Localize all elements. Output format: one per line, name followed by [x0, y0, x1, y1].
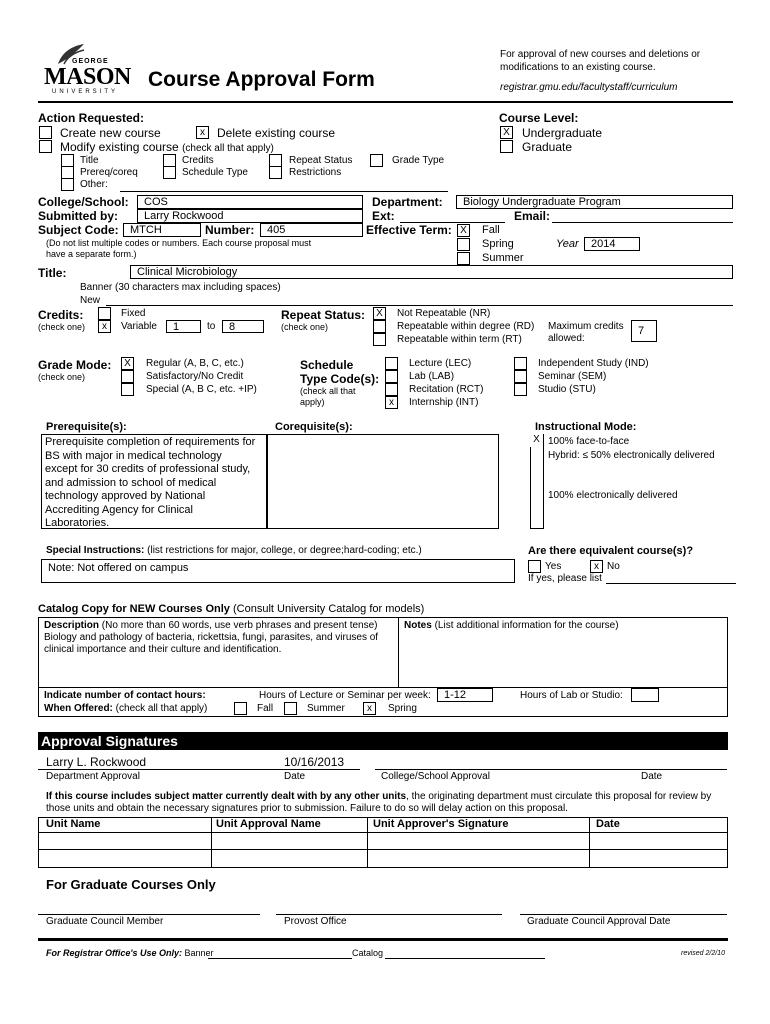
offered-fall-checkbox[interactable] [234, 702, 247, 715]
face-to-face-checkbox[interactable]: X [530, 434, 543, 447]
email-field[interactable] [552, 222, 733, 223]
header-rule [38, 101, 733, 103]
ext-label: Ext: [372, 209, 395, 223]
council-date-line [520, 914, 727, 915]
instructional-mode-label: Instructional Mode: [535, 421, 637, 433]
graduate-label: Graduate [522, 140, 573, 154]
satisfactory-label: Satisfactory/No Credit [146, 371, 244, 382]
summer-term-checkbox[interactable] [457, 252, 470, 265]
new-label: New [80, 295, 101, 306]
col-unit-approval: Unit Approval Name [216, 818, 321, 830]
repeat-label: Repeat Status: [281, 308, 366, 322]
col-unit-name: Unit Name [46, 818, 101, 830]
banner-line[interactable] [208, 958, 352, 959]
approval-heading: Approval Signatures [38, 732, 728, 750]
int-checkbox[interactable]: x [385, 396, 398, 409]
fixed-credits-checkbox[interactable] [98, 307, 111, 320]
submitted-field[interactable]: Larry Rockwood [137, 209, 363, 223]
other-option: Other: [80, 179, 108, 190]
lec-label: Lecture (LEC) [409, 358, 472, 369]
email-label: Email: [514, 209, 551, 223]
dept-approval-line [38, 769, 360, 770]
max-credits-field[interactable]: 7 [631, 320, 657, 342]
create-new-label: Create new course [60, 126, 161, 140]
title-label: Title: [38, 266, 67, 280]
lecture-hours-field[interactable]: 1-12 [437, 688, 493, 702]
submitted-label: Submitted by: [38, 209, 118, 223]
equivalent-yes-checkbox[interactable] [528, 560, 541, 573]
offered-spring-label: Spring [388, 703, 417, 714]
offered-summer-label: Summer [307, 703, 345, 714]
title-field[interactable]: Clinical Microbiology [130, 265, 733, 279]
university-logo: GEORGE MASON UNIVERSITY [38, 44, 128, 100]
fall-term-checkbox[interactable]: X [457, 224, 470, 237]
year-label: Year [556, 238, 579, 250]
int-label: Internship (INT) [409, 397, 479, 408]
offered-fall-label: Fall [257, 703, 274, 714]
when-offered-label: When Offered: (check all that apply) [44, 703, 208, 714]
prereq-label: Prerequisite(s): [46, 421, 127, 433]
notes-label: Notes (List additional information for the course) [404, 620, 619, 631]
ind-label: Independent Study (IND) [538, 358, 649, 369]
delete-checkbox[interactable]: x [196, 126, 209, 139]
other-line[interactable] [120, 191, 448, 192]
revised-date: revised 2/2/10 [681, 950, 725, 957]
council-date-label: Graduate Council Approval Date [527, 916, 671, 927]
nr-label: Not Repeatable (NR) [397, 308, 491, 319]
graduate-checkbox[interactable] [500, 140, 513, 153]
modify-label: Modify existing course (check all that apply) [60, 140, 274, 154]
variable-credits-label: Variable [121, 321, 157, 332]
equivalent-list-label: If yes, please list [528, 573, 602, 584]
special-instructions-field[interactable]: Note: Not offered on campus [41, 559, 515, 583]
lab-hours-label: Hours of Lab or Studio: [520, 690, 623, 701]
face-to-face-label: 100% face-to-face [548, 436, 630, 447]
credits-label: Credits: [38, 308, 84, 322]
sem-checkbox[interactable] [514, 370, 527, 383]
description-text[interactable]: Biology and pathology of bacteria, rickettsia, fungi, parasites, and viruses of [44, 632, 379, 643]
undergrad-label: Undergraduate [522, 126, 603, 140]
lec-checkbox[interactable] [385, 357, 398, 370]
restrictions-checkbox[interactable] [269, 166, 282, 179]
offered-summer-checkbox[interactable] [284, 702, 297, 715]
rct-label: Recitation (RCT) [409, 384, 484, 395]
level-heading: Course Level: [499, 111, 579, 125]
form-title: Course Approval Form [148, 68, 375, 91]
spring-term-label: Spring [482, 238, 514, 250]
number-label: Number: [205, 223, 255, 237]
satisfactory-checkbox[interactable] [121, 370, 134, 383]
catalog-heading: Catalog Copy for NEW Courses Only (Consult University Catalog for models) [38, 603, 425, 615]
catalog-use-line[interactable] [385, 958, 545, 959]
department-label: Department: [372, 195, 443, 209]
catalog-hours-rule [38, 687, 728, 688]
subject-field[interactable]: MTCH [123, 223, 201, 237]
units-table-col-3 [589, 817, 590, 868]
col-date: Date [596, 818, 620, 830]
units-table-col [211, 817, 212, 868]
delete-label: Delete existing course [217, 126, 336, 140]
catalog-use-label: Catalog [352, 948, 384, 958]
footer-rule [38, 938, 728, 941]
repeat-check-one: (check one) [281, 322, 329, 332]
online-label: 100% electronically delivered [548, 490, 678, 501]
header-note-2: modifications to an existing course. [500, 62, 656, 73]
units-table-col-2 [367, 817, 368, 868]
instructional-mode-column [530, 434, 544, 529]
department-field[interactable]: Biology Undergraduate Program [456, 195, 733, 209]
equivalent-no-label: No [607, 561, 620, 572]
special-grade-checkbox[interactable] [121, 383, 134, 396]
fixed-credits-label: Fixed [121, 308, 146, 319]
subject-label: Subject Code: [38, 223, 119, 237]
spring-term-checkbox[interactable] [457, 238, 470, 251]
banner-note: Banner (30 characters max including spaces) [80, 282, 281, 293]
college-approval-label: College/School Approval [381, 771, 490, 782]
ind-checkbox[interactable] [514, 357, 527, 370]
equivalent-yes-label: Yes [545, 561, 562, 572]
subject-note-2: have a separate form.) [46, 249, 137, 259]
year-field[interactable]: 2014 [584, 237, 640, 251]
subject-note: (Do not list multiple codes or numbers. Each course proposal must [46, 238, 312, 248]
rct-checkbox[interactable] [385, 383, 398, 396]
grade-check-one: (check one) [38, 372, 86, 382]
council-member-line [38, 914, 260, 915]
stu-label: Studio (STU) [538, 384, 596, 395]
lab-checkbox[interactable] [385, 370, 398, 383]
prereq-field[interactable]: Prerequisite completion of requirements for BS with major in medical technology except for 30 credits of professional study, and admission to school of medical technology approved by National Accrediting Agency for Clinical Laboratories. [41, 434, 267, 529]
units-table-row-rule-2 [38, 849, 728, 850]
special-instructions-label: Special Instructions: (list restrictions for major, college, or degree;hard-coding; etc.) [46, 545, 422, 556]
coreq-field[interactable] [267, 434, 499, 529]
college-field[interactable]: COS [137, 195, 363, 209]
description-label: Description (No more than 60 words, use verb phrases and present tense) [44, 620, 378, 631]
approval-date[interactable]: 10/16/2013 [284, 755, 345, 769]
modify-checkbox[interactable] [39, 140, 52, 153]
units-table-row-rule [38, 832, 728, 833]
summer-term-label: Summer [482, 252, 524, 264]
credits-to-field[interactable]: 8 [222, 320, 264, 333]
action-heading: Action Requested: [38, 111, 145, 125]
lab-hours-field[interactable] [631, 688, 659, 702]
coreq-label: Corequisite(s): [275, 421, 353, 433]
grade-mode-label: Grade Mode: [38, 358, 112, 372]
schedule-type-option: Schedule Type [182, 167, 248, 178]
catalog-divider [398, 617, 399, 687]
provost-line [276, 914, 502, 915]
equivalent-label: Are there equivalent course(s)? [528, 545, 694, 557]
dept-approval-label: Department Approval [46, 771, 140, 782]
sem-label: Seminar (SEM) [538, 371, 607, 382]
create-new-checkbox[interactable] [39, 126, 52, 139]
max-credits-label-2: allowed: [548, 333, 585, 344]
special-grade-label: Special (A, B C, etc. +IP) [146, 384, 257, 395]
fall-term-label: Fall [482, 224, 500, 236]
hybrid-label: Hybrid: ≤ 50% electronically delivered [548, 450, 715, 461]
rd-checkbox[interactable] [373, 320, 386, 333]
grade-type-option: Grade Type [392, 155, 445, 166]
rd-label: Repeatable within degree (RD) [397, 321, 535, 332]
schedule-note-2: apply) [300, 397, 325, 407]
undergrad-checkbox[interactable]: X [500, 126, 513, 139]
equivalent-list-line[interactable] [606, 583, 736, 584]
stu-checkbox[interactable] [514, 383, 527, 396]
lecture-hours-label: Hours of Lecture or Seminar per week: [259, 690, 431, 701]
provost-label: Provost Office [284, 916, 347, 927]
graduate-heading: For Graduate Courses Only [46, 877, 216, 892]
equivalent-no-checkbox[interactable]: x [590, 560, 603, 573]
college-label: College/School: [38, 195, 129, 209]
rt-checkbox[interactable] [373, 333, 386, 346]
credits-option: Credits [182, 155, 214, 166]
rt-label: Repeatable within term (RT) [397, 334, 522, 345]
units-note-2: those units and obtain the necessary signatures prior to submission. Failure to do so will delay action on this proposal. [46, 803, 568, 814]
college-date-label: Date [641, 771, 663, 782]
schedule-label-2: Type Code(s): [300, 372, 380, 386]
header-note: For approval of new courses and deletions or [500, 49, 701, 60]
repeat-status-option: Repeat Status [289, 155, 353, 166]
lab-label: Lab (LAB) [409, 371, 455, 382]
contact-hours-label: Indicate number of contact hours: [44, 690, 206, 701]
restrictions-option: Restrictions [289, 167, 342, 178]
registrar-url[interactable]: registrar.gmu.edu/facultystaff/curriculum [500, 82, 678, 93]
units-note: If this course includes subject matter currently dealt with by any other units, the originating department must circulate this proposal for review by [46, 791, 712, 802]
description-text-2[interactable]: clinical importance and their culture and identification. [44, 644, 282, 655]
col-unit-signature: Unit Approver's Signature [373, 818, 509, 830]
max-credits-label: Maximum credits [548, 321, 624, 332]
council-member-label: Graduate Council Member [46, 916, 164, 927]
dept-date-label: Date [284, 771, 306, 782]
credits-to-label: to [207, 321, 216, 332]
regular-grade-label: Regular (A, B, C, etc.) [146, 358, 244, 369]
variable-credits-checkbox[interactable]: x [98, 320, 111, 333]
prereq-option: Prereq/coreq [80, 167, 138, 178]
grade-type-checkbox[interactable] [370, 154, 383, 167]
schedule-label: Schedule [300, 358, 354, 372]
offered-spring-checkbox[interactable]: x [363, 702, 376, 715]
college-approval-line [375, 769, 727, 770]
new-title-line[interactable] [106, 305, 733, 306]
other-checkbox[interactable] [61, 178, 74, 191]
schedule-type-checkbox[interactable] [163, 166, 176, 179]
schedule-note: (check all that [300, 386, 356, 396]
approver-name[interactable]: Larry L. Rockwood [46, 755, 147, 769]
number-field[interactable]: 405 [260, 223, 363, 237]
regular-grade-checkbox[interactable]: X [121, 357, 134, 370]
nr-checkbox[interactable]: X [373, 307, 386, 320]
registrar-use: For Registrar Office's Use Only: Banner [46, 948, 214, 958]
credits-check-one: (check one) [38, 322, 86, 332]
title-option: Title [80, 155, 99, 166]
credits-from-field[interactable]: 1 [166, 320, 201, 333]
effective-term-label: Effective Term: [366, 223, 452, 237]
